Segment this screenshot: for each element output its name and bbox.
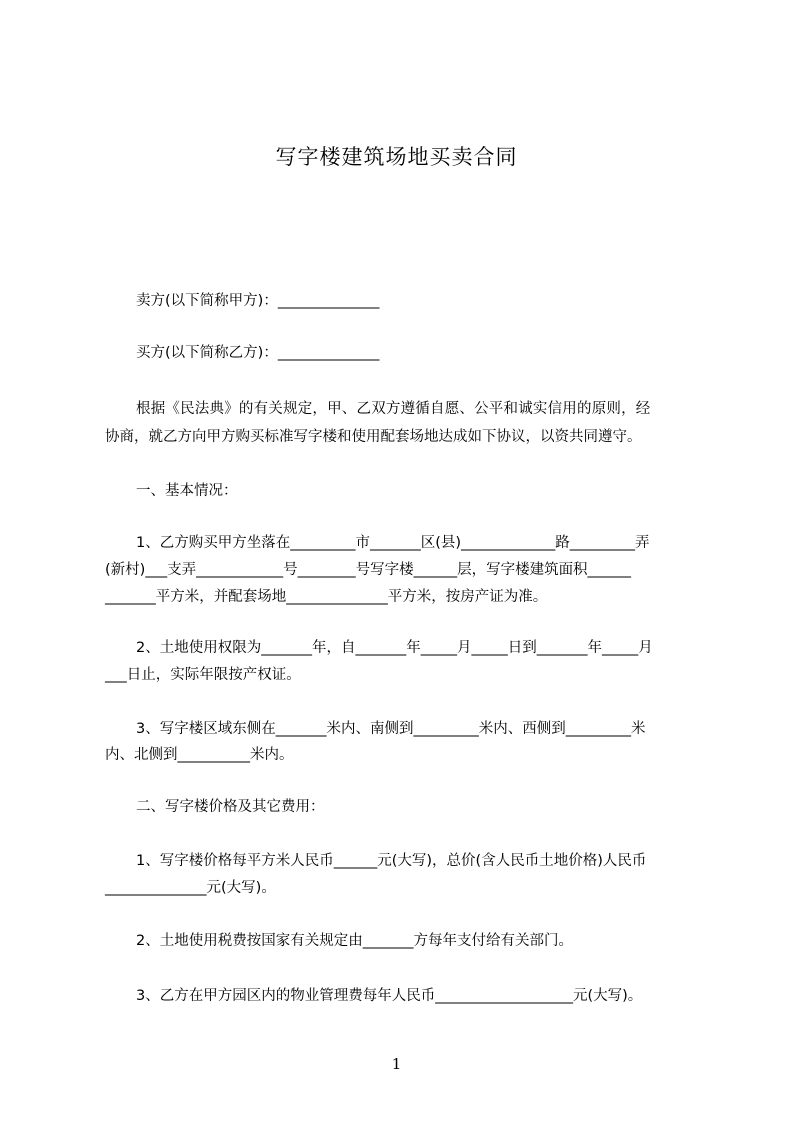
section-2-heading: 二、写字楼价格及其它费用： bbox=[136, 799, 325, 815]
clause-1-1-line-2: (新村)___支弄____________号________号写字楼______层，写字楼建筑面积______ bbox=[105, 562, 632, 578]
clause-1-1-line-1: 1、乙方购买甲方坐落在_________市_______区(县)_____________路_________弄 bbox=[136, 535, 650, 551]
clause-2-3: 3、乙方在甲方园区内的物业管理费每年人民币___________________元(大写)。 bbox=[136, 988, 643, 1004]
clause-1-1-line-3: _______平方米，并配套场地______________平方米，按房产证为准。 bbox=[105, 589, 548, 605]
clause-2-2: 2、土地使用税费按国家有关规定由_______方每年支付给有关部门。 bbox=[136, 933, 573, 949]
page-number: 1 bbox=[391, 1055, 402, 1073]
section-1-heading: 一、基本情况： bbox=[136, 483, 238, 499]
clause-1-3-line-2: 内、北侧到__________米内。 bbox=[105, 747, 294, 763]
clause-1-3-line-1: 3、写字楼区域东侧在_______米内、南侧到_________米内、西侧到_________米 bbox=[136, 721, 646, 737]
buyer-line: 买方(以下简称乙方)：______________ bbox=[136, 345, 380, 361]
preamble-line-1: 根据《民法典》的有关规定，甲、乙双方遵循自愿、公平和诚实信用的原则，经 bbox=[136, 401, 651, 417]
clause-1-2-line-1: 2、土地使用权限为_______年，自_______年_____月_____日到_______年_____月 bbox=[136, 640, 653, 656]
clause-2-1-line-2: ______________元(大写)。 bbox=[105, 880, 276, 896]
contract-title: 写字楼建筑场地买卖合同 bbox=[275, 145, 518, 169]
seller-line: 卖方(以下简称甲方)：______________ bbox=[136, 293, 380, 309]
preamble-line-2: 协商，就乙方向甲方购买标准写字楼和使用配套场地达成如下协议，以资共同遵守。 bbox=[105, 429, 642, 445]
clause-1-2-line-2: ___日止，实际年限按产权证。 bbox=[105, 667, 301, 683]
clause-2-1-line-1: 1、写字楼价格每平方米人民币______元(大写)，总价(含人民币土地价格)人民币 bbox=[136, 853, 647, 869]
